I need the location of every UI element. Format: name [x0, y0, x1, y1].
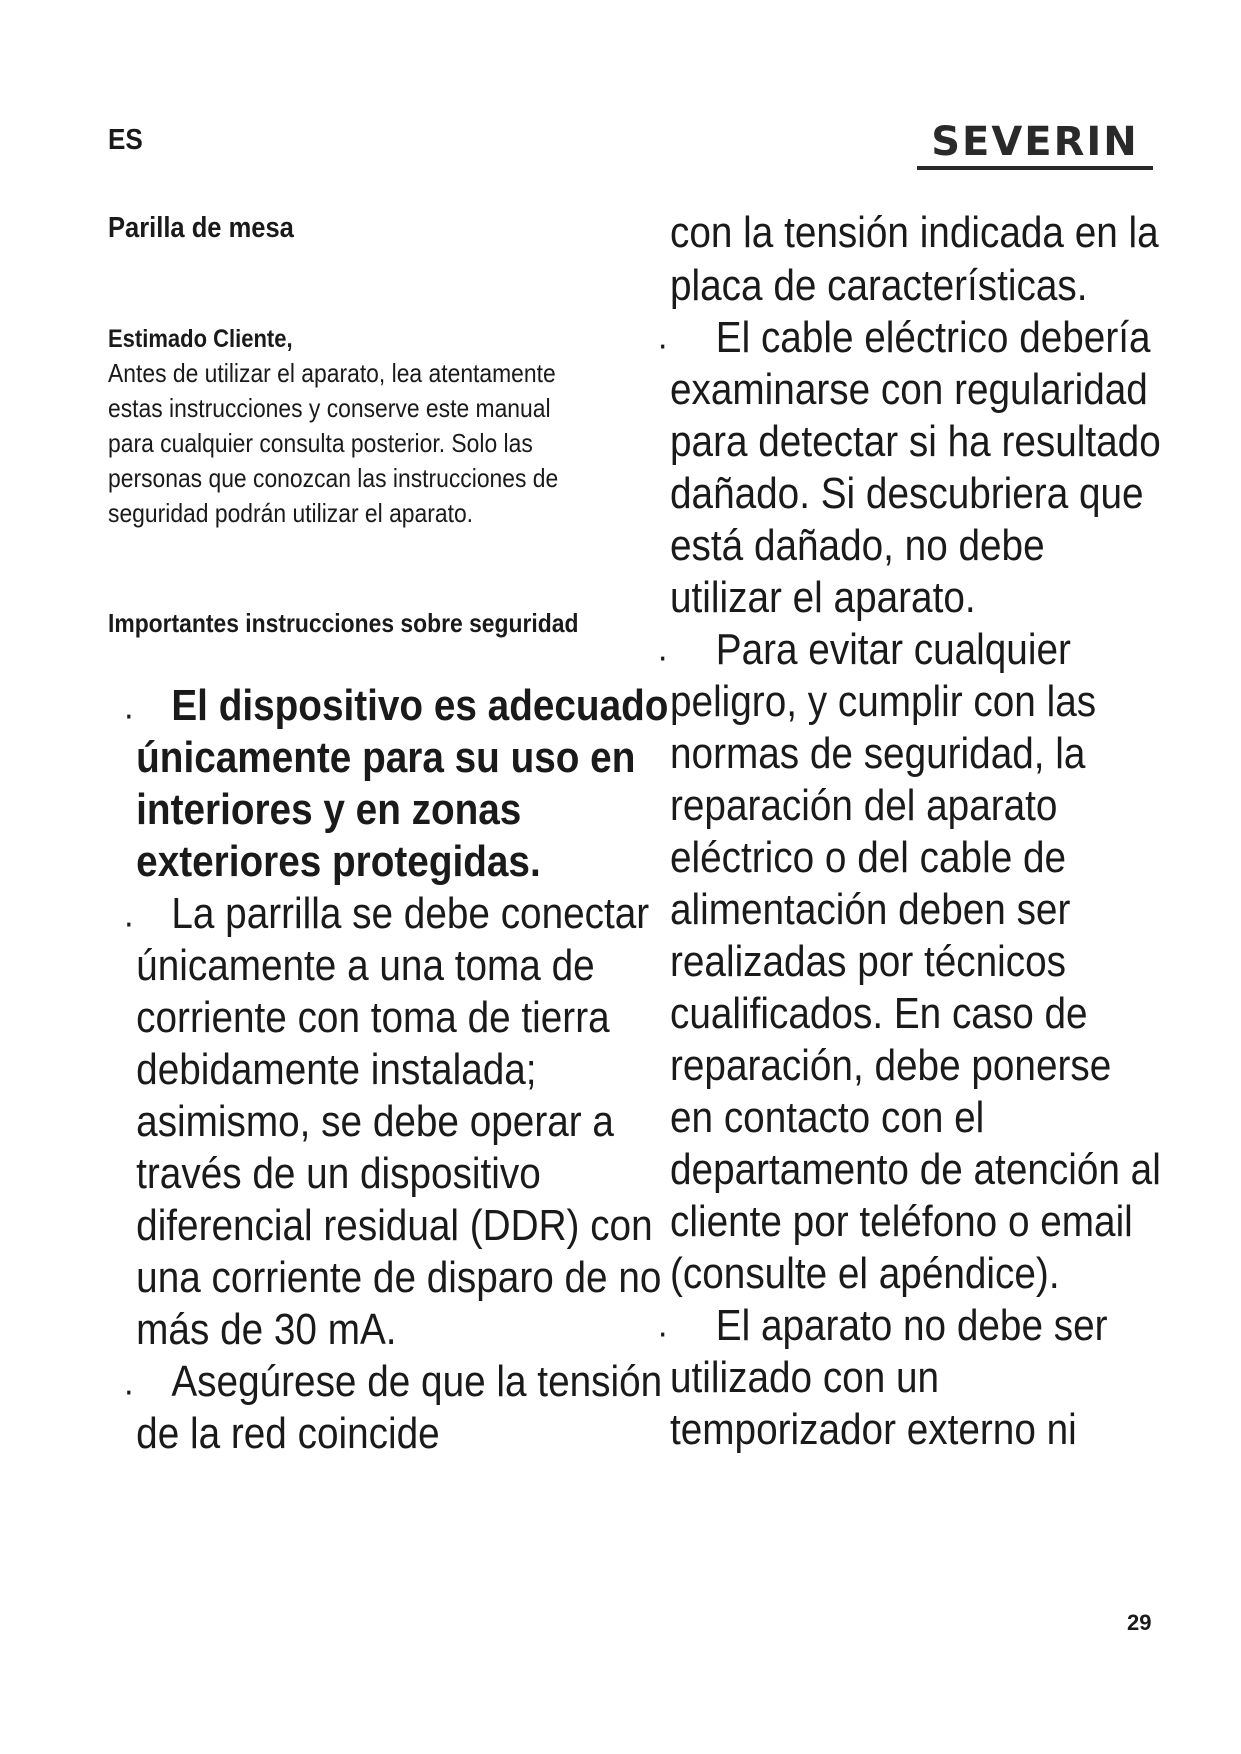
list-item-text: Asegúrese de que la tensión de la red coincide: [136, 1357, 663, 1458]
bullet-icon: ·: [659, 331, 668, 361]
list-item-text: El cable eléctrico debería examinarse con regularidad para detectar si ha resultado dañado. Si descubriera que está dañado, no debe utilizar el aparato.: [670, 313, 1161, 622]
list-item: [108, 1356, 671, 1460]
language-code: ES: [108, 124, 143, 156]
right-column-inner: [659, 207, 1163, 1456]
page-number: 29: [1127, 1610, 1152, 1635]
list-item: [108, 888, 671, 1356]
brand-logo: SEVERIN: [931, 119, 1139, 165]
bullet-icon: ·: [659, 1319, 668, 1349]
bullet-icon: ·: [125, 1377, 134, 1407]
left-bullet-list: [108, 680, 671, 1460]
bullet-icon: ·: [125, 909, 134, 939]
list-item: [659, 312, 1163, 624]
safety-heading: Importantes instrucciones sobre seguridad: [108, 608, 579, 638]
greeting: Estimado Cliente,: [108, 325, 293, 353]
intro-paragraph: Antes de utilizar el aparato, lea atentamente estas instrucciones y conserve este manual para cualquier consulta posterior. Solo las personas que conozcan las instrucciones de seguridad podrán utilizar el aparato.: [108, 358, 559, 528]
list-item: [659, 1300, 1163, 1456]
right-bullet-list: [659, 312, 1163, 1456]
left-column-inner: [108, 210, 669, 1458]
list-item: [108, 680, 671, 888]
list-item: [659, 624, 1163, 1300]
continued-text: con la tensión indicada en la placa de características.: [670, 208, 1159, 310]
list-item-text: Para evitar cualquier peligro, y cumplir con las normas de seguridad, la reparación del aparato eléctrico o del cable de alimentación deben ser realizadas por técnicos cualificados. En caso de reparación, debe ponerse en contacto con el departamento de atención al cliente por teléfono o email (consulte el apéndice).: [670, 625, 1161, 1298]
left-column: [108, 210, 669, 1458]
brand-underline: [917, 166, 1153, 170]
bullet-icon: ·: [659, 643, 668, 673]
bullet-icon: ·: [125, 701, 134, 731]
right-column: [659, 207, 1161, 1456]
list-item-text: El aparato no debe ser utilizado con un temporizador externo ni: [670, 1301, 1108, 1454]
document-title: Parilla de mesa: [108, 212, 294, 244]
list-item-text: El dispositivo es adecuado únicamente para su uso en interiores y en zonas exteriores protegidas.: [136, 681, 669, 886]
list-item-text: La parrilla se debe conectar únicamente a una toma de corriente con toma de tierra debidamente instalada; asimismo, se debe operar a través de un dispositivo diferencial residual (DDR) con una corriente de disparo de no más de 30 mA.: [136, 889, 662, 1354]
